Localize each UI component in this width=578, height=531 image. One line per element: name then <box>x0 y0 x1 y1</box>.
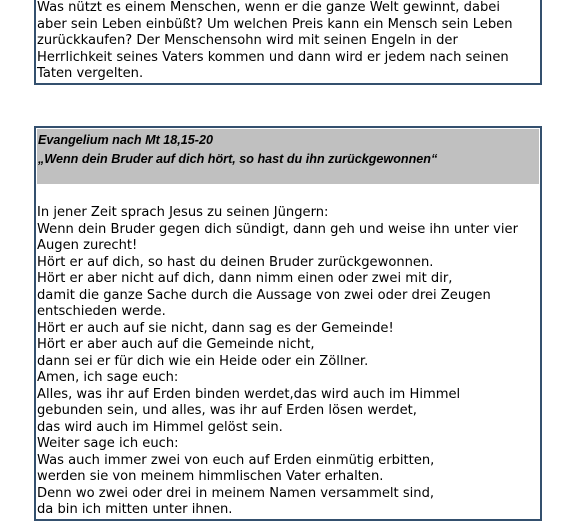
previous-reading-text <box>37 0 540 83</box>
text-line: Hört er auch auf sie nicht, dann sag es der Gemeinde! <box>37 320 394 336</box>
text-line: Augen zurecht! <box>37 238 138 253</box>
previous-reading-box <box>34 0 542 85</box>
text-line: Hört er aber nicht auf dich, dann nimm einen oder zwei mit dir, <box>37 271 453 286</box>
text-line: zurückkaufen? Der Menschensohn wird mit seinen Engeln in der <box>37 33 458 48</box>
text-line: gebunden sein, und alles, was ihr auf Erden lösen werdet, <box>37 403 417 418</box>
gospel-reference: Evangelium nach Mt 18,15-20 <box>38 133 213 147</box>
text-line: Alles, was ihr auf Erden binden werdet,das wird auch im Himmel <box>37 386 461 402</box>
text-line: Hört er aber auch auf die Gemeinde nicht, <box>37 337 315 352</box>
text-line: Weiter sage ich euch: <box>37 436 179 451</box>
text-line: entschieden werde. <box>37 304 166 319</box>
text-line: Was nützt es einem Menschen, wenn er die ganze Welt gewinnt, dabei <box>37 0 500 15</box>
text-line: Taten vergelten. <box>37 66 144 81</box>
text-line: dann sei er für dich wie ein Heide oder ein Zöllner. <box>37 353 369 369</box>
gospel-motto: „Wenn dein Bruder auf dich hört, so hast du ihn zurückgewonnen“ <box>38 152 438 166</box>
text-line: Denn wo zwei oder drei in meinem Namen versammelt sind, <box>37 485 435 501</box>
text-line: das wird auch im Himmel gelöst sein. <box>37 419 283 435</box>
gospel-text <box>37 205 540 519</box>
text-line: aber sein Leben einbüßt? Um welchen Preis kann ein Mensch sein Leben <box>37 16 513 32</box>
text-line: Was auch immer zwei von euch auf Erden einmütig erbitten, <box>37 452 435 468</box>
text-line: Hört er auf dich, so hast du deinen Bruder zurückgewonnen. <box>37 254 434 270</box>
gospel-reading-box <box>34 126 542 521</box>
text-line: damit die ganze Sache durch die Aussage von zwei oder drei Zeugen <box>37 287 491 303</box>
text-line: Herrlichkeit seines Vaters kommen und dann wird er jedem nach seinen <box>37 49 509 65</box>
text-line: In jener Zeit sprach Jesus zu seinen Jüngern: <box>37 205 329 220</box>
text-line: da bin ich mitten unter ihnen. <box>37 502 233 517</box>
text-line: Amen, ich sage euch: <box>37 370 179 385</box>
text-line: Wenn dein Bruder gegen dich sündigt, dann geh und weise ihn unter vier <box>37 221 518 237</box>
text-line: werden sie von meinem himmlischen Vater erhalten. <box>37 469 384 484</box>
gospel-header <box>37 129 539 184</box>
